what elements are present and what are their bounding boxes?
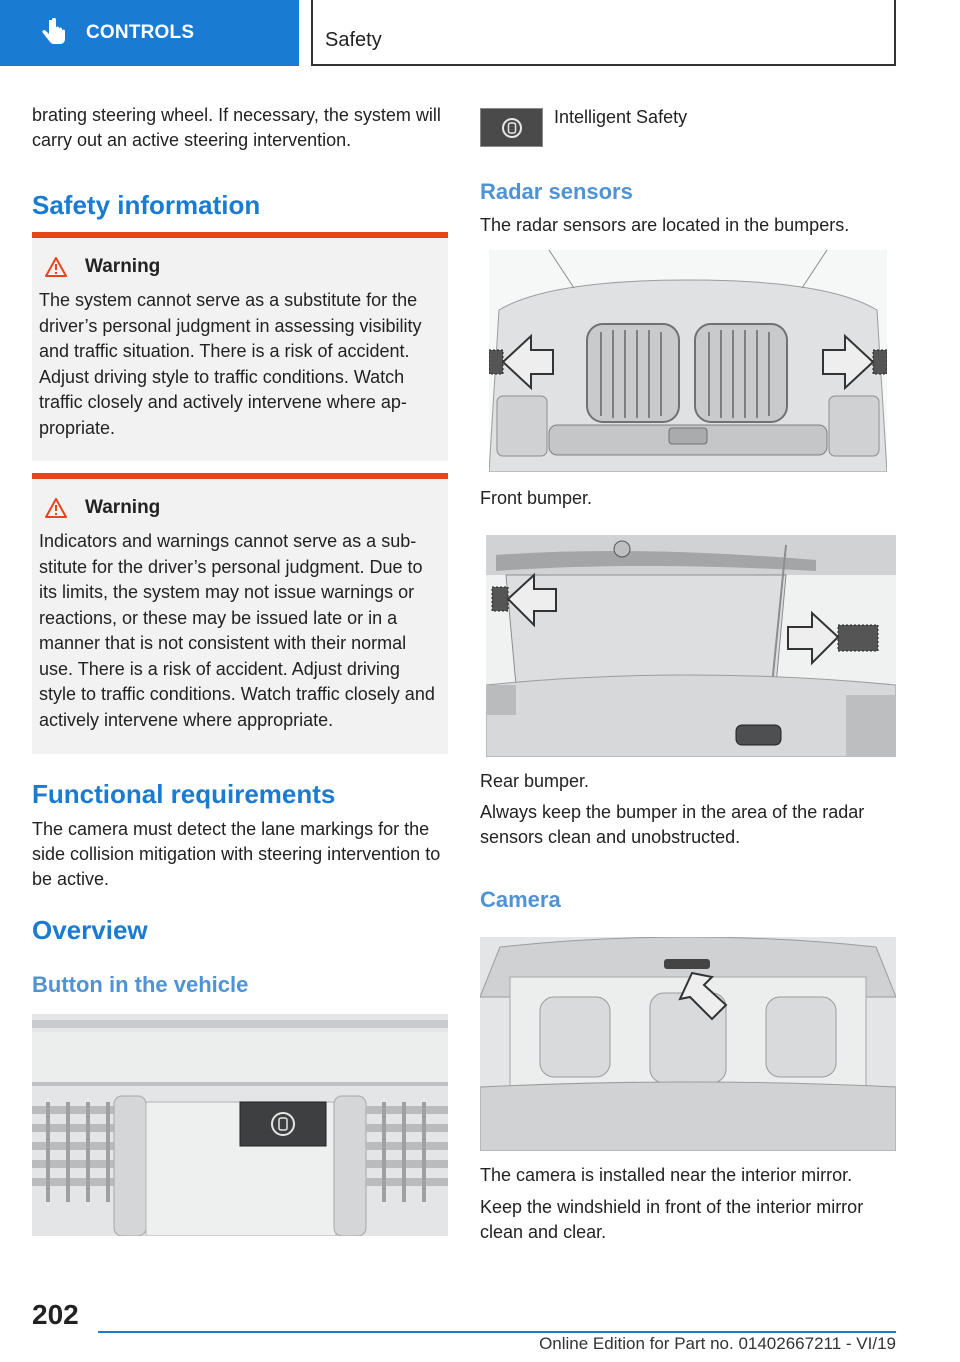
- functional-requirements-text: The camera must detect the lane markings for the side collision mitigation with steering intervention to be active.: [32, 819, 441, 889]
- camera-interior-illustration: [480, 937, 896, 1151]
- intro-paragraph: brating steering wheel. If necessary, the system will carry out an active steering intervention.: [32, 105, 441, 150]
- camera-heading: Camera: [480, 887, 561, 912]
- warning-text: The system cannot serve as a substitute for the driver’s personal judgment in assessing visibility and traffic situation. There is a risk of accident. Adjust driving style to traffic conditions. Watch traffic closely and actively intervene where appropriate.: [39, 290, 422, 438]
- section-title: Safety: [325, 29, 382, 51]
- radar-sensors-heading: Radar sensors: [480, 179, 633, 204]
- warning-triangle-icon: [45, 498, 67, 518]
- windshield-clean-text: Keep the windshield in front of the interior mirror clean and clear.: [480, 1197, 864, 1242]
- warning-box-1: [32, 232, 448, 461]
- camera-interior-drawing: [480, 937, 896, 1151]
- rear-bumper-drawing: [486, 535, 896, 757]
- button-in-vehicle-heading: Button in the vehicle: [32, 972, 249, 997]
- warning-box-2: [32, 473, 448, 754]
- radar-sensors-text: The radar sensors are located in the bumpers.: [480, 215, 850, 235]
- edition-text: Online Edition for Part no. 01402667211 - VI/19: [539, 1334, 896, 1353]
- front-bumper-drawing: [489, 250, 887, 472]
- rear-bumper-caption: Rear bumper.: [480, 771, 590, 791]
- rear-bumper-illustration: [486, 535, 896, 757]
- intelligent-safety-icon: [501, 117, 523, 139]
- warning-text: Indicators and warnings cannot serve as a substitute for the driver’s personal judgment. Due to its limits, the system may not issue warnings or reactions, or these may be issued late or in a manner that is not consistent with their normal use. There is a risk of accident. Adjust driving style to traffic conditions. Watch traffic closely and actively intervene where appropriate.: [39, 531, 435, 730]
- warning-triangle-icon: [45, 257, 67, 277]
- header-frame: [311, 0, 896, 66]
- intelligent-safety-label: Intelligent Safety: [554, 107, 688, 127]
- page-number: 202: [32, 1299, 79, 1330]
- footer-divider: [98, 1331, 896, 1333]
- dashboard-drawing: [32, 1014, 448, 1236]
- pointing-hand-icon: [40, 18, 66, 48]
- front-bumper-illustration: [489, 250, 887, 472]
- chapter-tab[interactable]: [0, 0, 299, 66]
- overview-heading: Overview: [32, 915, 148, 945]
- functional-requirements-heading: Functional requirements: [32, 779, 336, 809]
- warning-title: Warning: [85, 497, 161, 518]
- front-bumper-caption: Front bumper.: [480, 488, 593, 508]
- camera-location-caption: The camera is installed near the interior mirror.: [480, 1165, 853, 1185]
- bumper-clean-text: Always keep the bumper in the area of the radar sensors clean and unobstructed.: [480, 802, 865, 847]
- dashboard-button-illustration: [32, 1014, 448, 1236]
- chapter-tab-label: CONTROLS: [86, 22, 195, 43]
- intelligent-safety-button-icon: [480, 108, 543, 147]
- safety-information-heading: Safety information: [32, 190, 261, 220]
- warning-title: Warning: [85, 256, 161, 277]
